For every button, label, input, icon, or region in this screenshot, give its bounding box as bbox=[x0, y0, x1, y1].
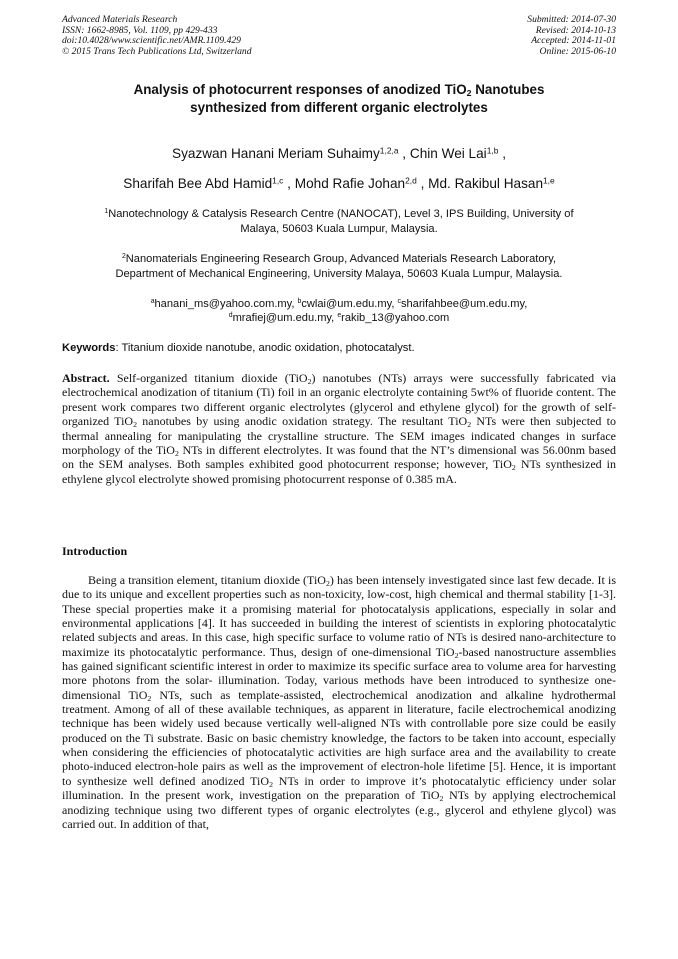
title-line-1: Analysis of photocurrent responses of anodized TiO$_2$ Nanotubes bbox=[133, 82, 545, 99]
affiliation-1: $^1$Nanotechnology & Catalysis Research Centre (NANOCAT), Level 3, IPS Building, University of Malaya, 50603 Kuala Lumpur, Malaysia. bbox=[104, 208, 574, 235]
email-link[interactable]: mrafiej@um.edu.my, bbox=[232, 312, 338, 324]
email-link[interactable]: rakib_13@yahoo.com bbox=[341, 312, 450, 324]
date-accepted: Accepted: 2014-11-01 bbox=[531, 35, 616, 47]
author-line-1: Syazwan Hanani Meriam Suhaimy$^{1,2,a}$ , Chin Wei Lai$^{1,b}$ , bbox=[172, 145, 506, 161]
email-link[interactable]: cwlai@um.edu.my, bbox=[301, 298, 398, 310]
date-revised: Revised: 2014-10-13 bbox=[535, 24, 616, 36]
date-submitted: Submitted: 2014-07-30 bbox=[527, 14, 616, 25]
author-name: Mohd Rafie Johan bbox=[294, 176, 406, 191]
title-line-2: synthesized from different organic electrolytes bbox=[190, 100, 488, 115]
author-name: Sharifah Bee Abd Hamid bbox=[123, 176, 273, 191]
author-line-2: Sharifah Bee Abd Hamid$^{1,c}$ , Mohd Rafie Johan$^{2,d}$ , Md. Rakibul Hasan$^{1,e}$ bbox=[123, 175, 555, 191]
abstract-label: Abstract. bbox=[62, 371, 110, 385]
journal-name: Advanced Materials Research bbox=[62, 14, 178, 25]
author-emails: $^a$hanani_ms@yahoo.com.my, $^b$cwlai@um.edu.my, $^c$sharifahbee@um.edu.my, $^d$mrafiej@um.edu.my, $^e$rakib_13@yahoo.com bbox=[150, 298, 528, 324]
date-online: Online: 2015-06-10 bbox=[539, 45, 616, 57]
abstract: Abstract. Self-organized titanium dioxide (TiO$_2$) nanotubes (NTs) arrays were successfully fabricated via electrochemical anodization of titanium (Ti) foil in an organic electrolyte containing 5wt% of fluoride content. The present work compares two different organic electrolytes (glycerol and ethylene glycol) for the growth of self-organized TiO$_2$ nanotubes by using anodic oxidation strategy. The resultant TiO$_2$ NTs were then subjected to thermal annealing for manipulating the crystalline structure. The SEM images indicated changes in surface morphology of the TiO$_2$ NTs in different electrolytes. It was found that the NT’s dimensional was 56.00nm based on the SEM analyses. Both samples exhibited good photocurrent response; however, TiO$_2$ NTs synthesized in ethylene glycol electrolyte showed promising photocurrent response of 0.385 mA. bbox=[62, 371, 616, 486]
paper-title bbox=[62, 81, 616, 117]
introduction-paragraph: Being a transition element, titanium dioxide (TiO$_2$) has been intensely investigated since last few decade. It is due to its unique and excellent properties such as non-toxicity, low-cost, high chemical and thermal stability [1-3]. These special properties make it a promising material for photocatalysis applications, especially in solar and environmental applications [4]. It has succeeded in building the interest of scientists in exploring photocatalytic related subjects and areas. In this case, high specific surface to volume ratio of NTs is desired nano-architecture to maximize its photocatalytic performance. Thus, design of one-dimensional TiO$_2$-based nanostructure assemblies has gained significant scientific interest in order to maximize its specific surface area to volume area for harvesting more photons from the solar- illumination. Today, various methods have been introduced to synthesize one-dimensional TiO$_2$ NTs, such as template-assisted, electrochemical anodization and alkaline hydrothermal treatment. Among of all of these available techniques, as apparent in literature, facile electrochemical anodizing technique has been widely used because vertically well-aligned NTs with controllable pore size could be easily produced on the Ti substrate. Basic on basic chemistry knowledge, the factors to be taken into account, especially when considering the efficiencies of photocatalytic activities are high surface area and the availability to create photo-induced electron-hole pairs as well as the improvement of electron-hole lifetime [5]. Hence, it is important to synthesize well defined anodized TiO$_2$ NTs in order to improve it’s photocatalytic efficiency under solar illumination. In the present work, investigation on the preparation of TiO$_2$ NTs by applying electrochemical anodizing technique using two different types of organic electrolytes (e.g., glycerol and ethylene glycol) was carried out. In addition of that, bbox=[62, 573, 616, 831]
author-name: Md. Rakibul Hasan bbox=[428, 176, 543, 191]
author-name: Syazwan Hanani Meriam Suhaimy bbox=[172, 146, 380, 161]
keywords-label: Keywords bbox=[62, 342, 116, 354]
header-left bbox=[62, 15, 252, 57]
keywords bbox=[62, 341, 616, 355]
email-link[interactable]: hanani_ms@yahoo.com.my, bbox=[154, 298, 298, 310]
keywords-text: : Titanium dioxide nanotube, anodic oxidation, photocatalyst. bbox=[115, 342, 415, 354]
header-right bbox=[527, 15, 616, 57]
journal-issn: ISSN: 1662-8985, Vol. 1109, pp 429-433 bbox=[62, 24, 218, 36]
section-heading-introduction: Introduction bbox=[62, 544, 128, 558]
journal-doi[interactable]: doi:10.4028/www.scientific.net/AMR.1109.429 bbox=[62, 35, 241, 47]
journal-copyright: © 2015 Trans Tech Publications Ltd, Switzerland bbox=[62, 45, 252, 57]
affiliation-2: $^2$Nanomaterials Engineering Research Group, Advanced Materials Research Laboratory, Department of Mechanical Engineering, University Malaya, 50603 Kuala Lumpur, Malaysia. bbox=[115, 253, 563, 280]
email-link[interactable]: sharifahbee@um.edu.my, bbox=[400, 298, 528, 310]
author-name: Chin Wei Lai bbox=[409, 146, 487, 161]
